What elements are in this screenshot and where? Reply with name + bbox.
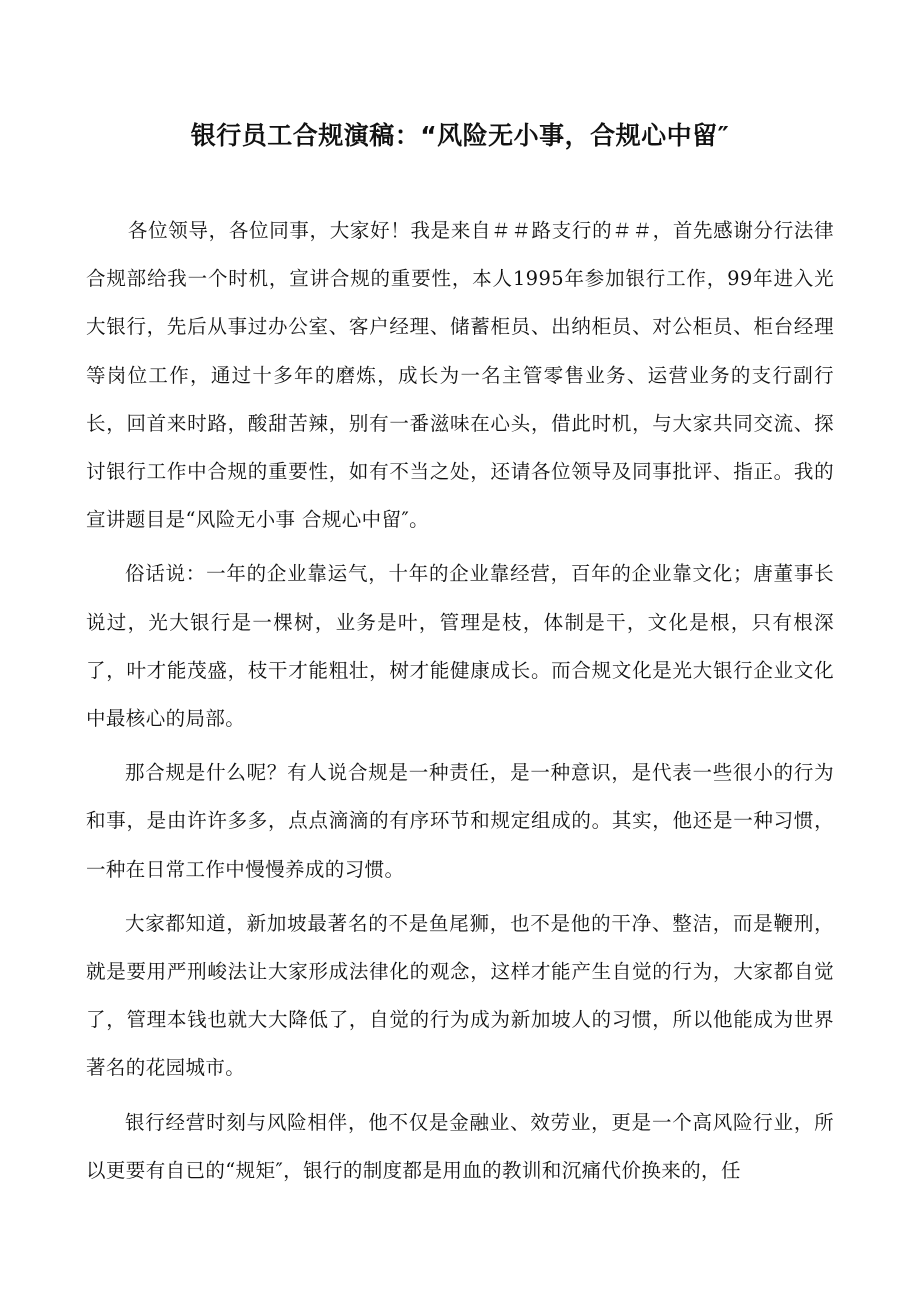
paragraph-bank-risk: 银行经营时刻与风险相伴，他不仅是金融业、效劳业，更是一个高风险行业，所以更要有自已的“规矩″，银行的制度都是用血的教训和沉痛代价换来的，任	[86, 1110, 834, 1182]
document-title: 银行员工合规演稿：“风险无小事，合规心中留″	[190, 121, 730, 150]
paragraph-culture: 俗话说：一年的企业靠运气，十年的企业靠经营，百年的企业靠文化；唐董事长说过，光大银行是一棵树，业务是叶，管理是枝，体制是干，文化是根，只有根深了，叶才能茂盛，枝干才能粗壮，树才能健康成长。而合规文化是光大银行企业文化中最核心的局部。	[86, 562, 834, 731]
paragraph-what-is-compliance: 那合规是什么呢？有人说合规是一种责任，是一种意识，是代表一些很小的行为和事，是由许许多多，点点滴滴的有序环节和规定组成的。其实，他还是一种习惯，一种在日常工作中慢慢养成的习惯。	[86, 761, 834, 881]
paragraph-greeting: 各位领导，各位同事，大家好！我是来自＃＃路支行的＃＃，首先感谢分行法律合规部给我一个时机，宣讲合规的重要性，本人1995年参加银行工作，99年进入光大银行，先后从事过办公室、客户经理、储蓄柜员、出纳柜员、对公柜员、柜台经理等岗位工作，通过十多年的磨炼，成长为一名主管零售业务、运营业务的支行副行长，回首来时路，酸甜苦辣，别有一番滋味在心头，借此时机，与大家共同交流、探讨银行工作中合规的重要性，如有不当之处，还请各位领导及同事批评、指正。我的宣讲题目是“风险无小事 合规心中留″。	[86, 219, 834, 532]
document-body	[86, 207, 834, 1195]
paragraph-singapore: 大家都知道，新加坡最著名的不是鱼尾狮，也不是他的干净、整洁，而是鞭刑，就是要用严刑峻法让大家形成法律化的观念，这样才能产生自觉的行为，大家都自觉了，管理本钱也就大大降低了，自觉的行为成为新加坡人的习惯，所以他能成为世界著名的花园城市。	[86, 911, 834, 1080]
